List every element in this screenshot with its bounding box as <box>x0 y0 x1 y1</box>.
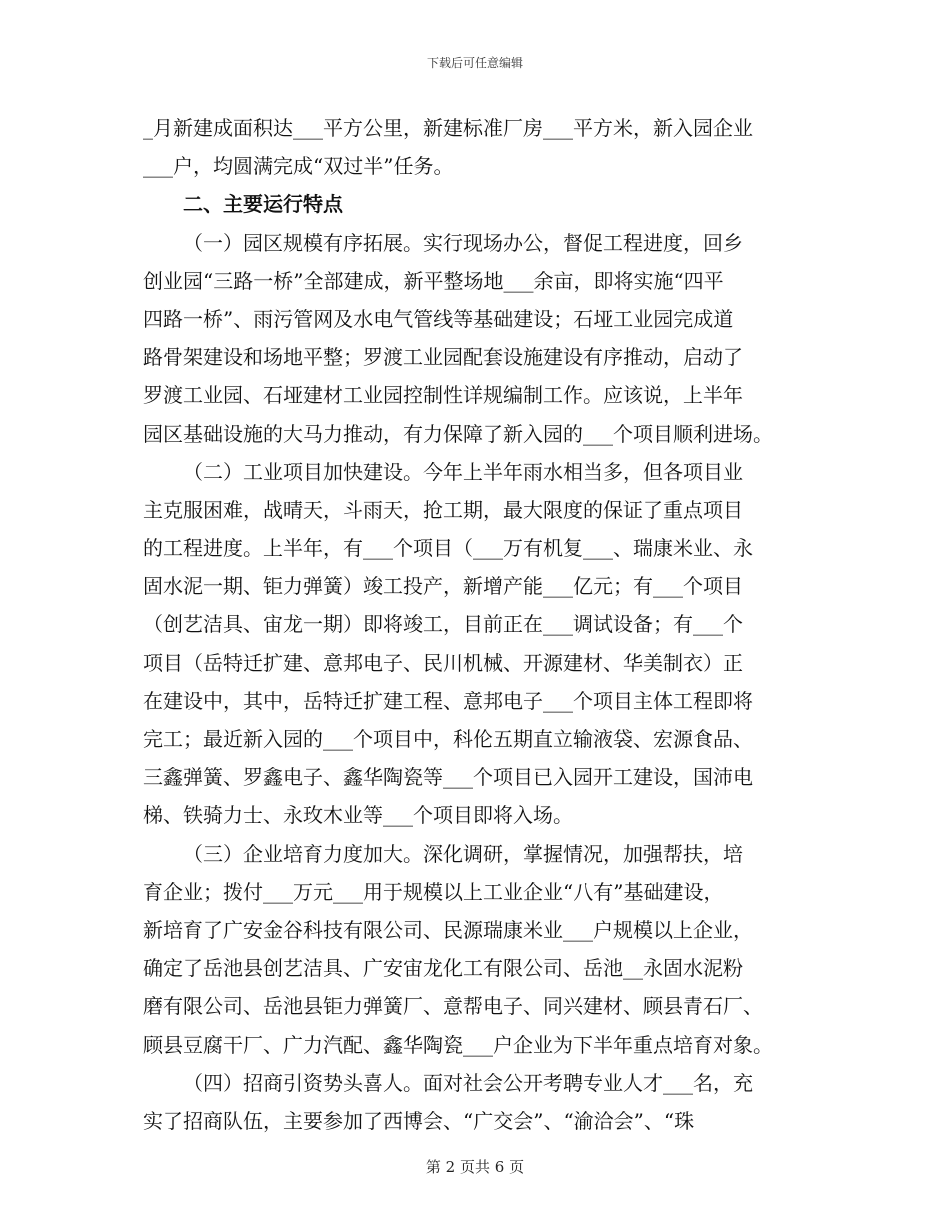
body-line: ___户，均圆满完成“双过半”任务。 <box>143 154 454 179</box>
body-line: 固水泥一期、钜力弹簧）竣工投产，新增产能___亿元；有___个项目 <box>143 574 743 599</box>
body-line: 确定了岳池县创艺洁具、广安宙龙化工有限公司、岳池__永固水泥粉 <box>143 956 743 981</box>
body-line: 在建设中，其中，岳特迁扩建工程、意邦电子___个项目主体工程即将 <box>143 688 753 713</box>
body-line: 实了招商队伍，主要参加了西博会、“广交会”、“渝洽会”、“珠 <box>143 1108 695 1133</box>
body-line: 罗渡工业园、石垭建材工业园控制性详规编制工作。应该说，上半年 <box>143 383 743 408</box>
section-heading: 二、主要运行特点 <box>183 192 343 217</box>
body-line: 三鑫弹簧、罗鑫电子、鑫华陶瓷等___个项目已入园开工建设，国沛电 <box>143 765 753 790</box>
paragraph-first-line: （一）园区规模有序拓展。实行现场办公，督促工程进度，回乡 <box>183 230 743 255</box>
body-line: _月新建成面积达___平方公里，新建标准厂房___平方米，新入园企业 <box>143 116 753 140</box>
paragraph-first-line: （二）工业项目加快建设。今年上半年雨水相当多，但各项目业 <box>183 459 743 484</box>
page-footer: 第 2 页共 6 页 <box>425 1158 525 1176</box>
body-line: 创业园“三路一桥”全部建成，新平整场地___余亩，即将实施“四平 <box>143 268 724 293</box>
body-line: 的工程进度。上半年，有___个项目（___万有机复___、瑞康米业、永 <box>143 536 753 561</box>
paragraph-first-line: （四）招商引资势头喜人。面对社会公开考聘专业人才___名，充 <box>183 1070 753 1095</box>
body-line: 路骨架建设和场地平整；罗渡工业园配套设施建设有序推动，启动了 <box>143 345 743 370</box>
body-line: 顾县豆腐干厂、广力汽配、鑫华陶瓷___户企业为下半年重点培育对象。 <box>143 1032 773 1057</box>
body-line: 梯、铁骑力士、永玫木业等___个项目即将入场。 <box>143 803 573 828</box>
body-line: 主克服困难，战晴天，斗雨天，抢工期，最大限度的保证了重点项目 <box>143 497 743 522</box>
body-line: 磨有限公司、岳池县钜力弹簧厂、意帮电子、同兴建材、顾县青石厂、 <box>143 994 763 1019</box>
body-line: 完工；最近新入园的___个项目中，科伦五期直立输液袋、宏源食品、 <box>143 727 753 751</box>
body-line: （创艺洁具、宙龙一期）即将竣工，目前正在___调试设备；有___个 <box>143 612 743 637</box>
body-line: 园区基础设施的大马力推动，有力保障了新入园的___个项目顺利进场。 <box>143 421 773 446</box>
body-line: 项目（岳特迁扩建、意邦电子、民川机械、开源建材、华美制衣）正 <box>143 650 743 675</box>
document-body <box>143 109 833 1140</box>
page-header: 下载后可任意编辑 <box>426 56 523 70</box>
body-line: 新培育了广安金谷科技有限公司、民源瑞康米业___户规模以上企业， <box>143 917 753 942</box>
body-line: 育企业；拨付___万元___用于规模以上工业企业“八有”基础建设， <box>143 879 724 904</box>
paragraph-first-line: （三）企业培育力度加大。深化调研，掌握情况，加强帮扶，培 <box>183 841 743 866</box>
body-line: 四路一桥”、雨污管网及水电气管线等基础建设；石垭工业园完成道 <box>143 306 734 331</box>
